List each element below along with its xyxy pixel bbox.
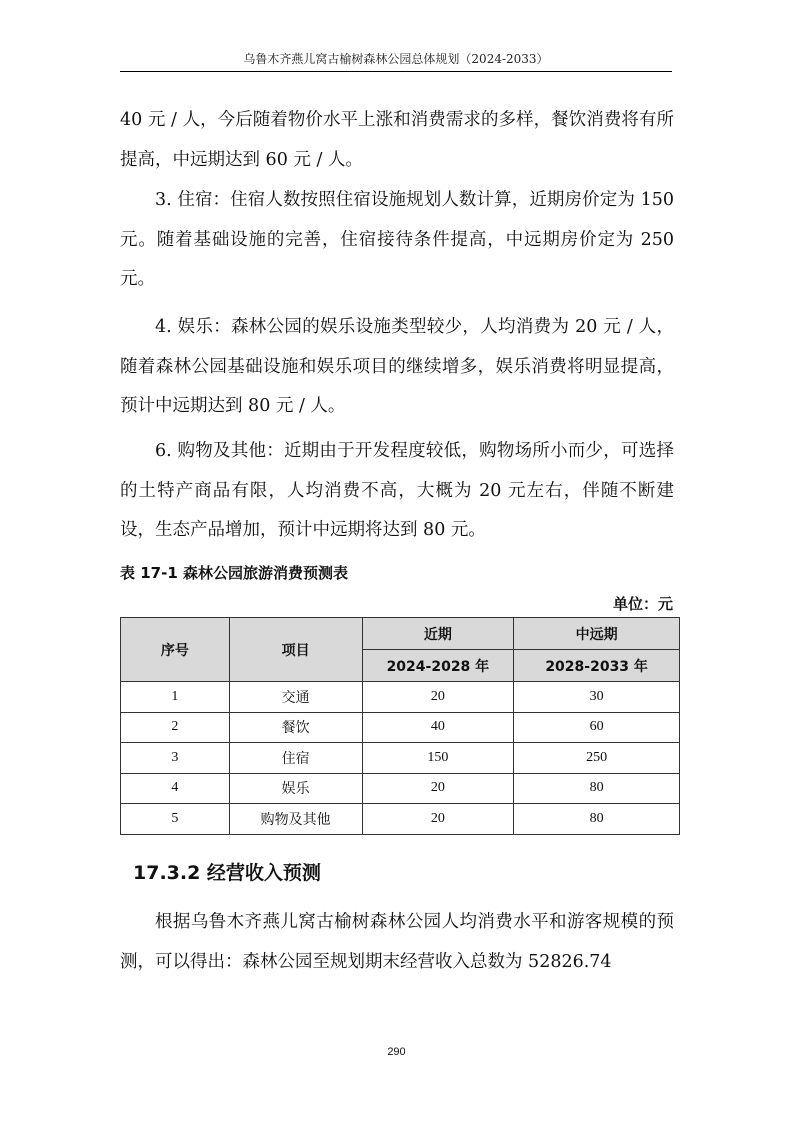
table-row [121, 743, 680, 774]
section-heading: 17.3.2 经营收入预测 [133, 862, 321, 884]
cell-mid: 80 [514, 773, 680, 804]
table-row [121, 682, 680, 713]
cell-near: 150 [362, 743, 514, 774]
cell-mid: 250 [514, 743, 680, 774]
cell-item: 餐饮 [229, 712, 362, 743]
cell-item: 交通 [229, 682, 362, 713]
header-mid-range: 2028-2033 年 [514, 650, 680, 682]
header-near-term: 近期 [362, 618, 514, 650]
cell-index: 5 [121, 804, 230, 835]
cell-near: 20 [362, 773, 514, 804]
cell-mid: 60 [514, 712, 680, 743]
table-unit-label: 单位：元 [612, 595, 673, 613]
cell-item: 娱乐 [229, 773, 362, 804]
table-row [121, 712, 680, 743]
header-item: 项目 [229, 618, 362, 682]
cell-near: 40 [362, 712, 514, 743]
cell-mid: 80 [514, 804, 680, 835]
running-header: 乌鲁木齐燕儿窝古榆树森林公园总体规划（2024-2033） [243, 52, 549, 66]
paragraph-accommodation: 3. 住宿：住宿人数按照住宿设施规划人数计算，近期房价定为 150 元。随着基础设施的完善，住宿接待条件提高，中远期房价定为 250 元。 [120, 190, 674, 289]
table-caption: 表 17-1 森林公园旅游消费预测表 [120, 564, 348, 582]
cell-near: 20 [362, 682, 514, 713]
header-mid-long-term: 中远期 [514, 618, 680, 650]
paragraph-dining-continued: 40 元 / 人，今后随着物价水平上涨和消费需求的多样，餐饮消费将有所提高，中远期达到 60 元 / 人。 [120, 110, 674, 170]
cell-index: 2 [121, 712, 230, 743]
cell-index: 1 [121, 682, 230, 713]
cell-index: 4 [121, 773, 230, 804]
cell-mid: 30 [514, 682, 680, 713]
header-divider [120, 71, 672, 72]
table-header-row [121, 618, 680, 650]
cell-item: 住宿 [229, 743, 362, 774]
cell-item: 购物及其他 [229, 804, 362, 835]
section-body-paragraph: 根据乌鲁木齐燕儿窝古榆树森林公园人均消费水平和游客规模的预测，可以得出：森林公园至规划期末经营收入总数为 52826.74 [120, 912, 674, 972]
table-row [121, 804, 680, 835]
page-number: 290 [387, 1046, 406, 1058]
header-index: 序号 [121, 618, 230, 682]
table-row [121, 773, 680, 804]
cell-near: 20 [362, 804, 514, 835]
paragraph-shopping: 6. 购物及其他：近期由于开发程度较低，购物场所小而少，可选择的土特产商品有限，人均消费不高，大概为 20 元左右，伴随不断建设，生态产品增加，预计中远期将达到 80 元。 [120, 441, 674, 540]
paragraph-entertainment: 4. 娱乐：森林公园的娱乐设施类型较少，人均消费为 20 元 / 人，随着森林公园基础设施和娱乐项目的继续增多，娱乐消费将明显提高，预计中远期达到 80 元 / 人。 [120, 317, 674, 416]
header-near-range: 2024-2028 年 [362, 650, 514, 682]
consumption-forecast-table [120, 617, 680, 835]
cell-index: 3 [121, 743, 230, 774]
